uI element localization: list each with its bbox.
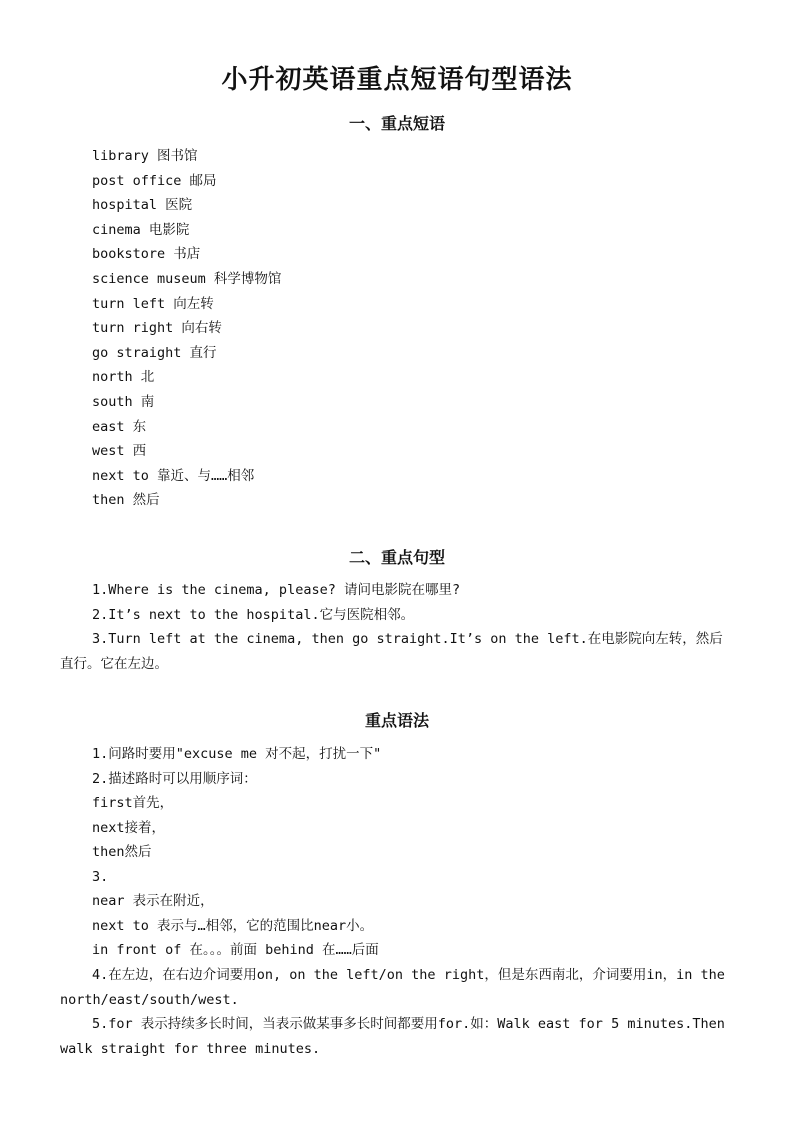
phrase-item: west 西 xyxy=(92,443,147,460)
phrase-item: library 图书馆 xyxy=(92,148,198,164)
grammar-subitem: next接着， xyxy=(92,820,166,836)
phrase-list xyxy=(92,144,281,513)
section-heading-grammar: 重点语法 xyxy=(364,711,429,730)
grammar-item: 4.在左边，在右边介词要用on, on the left/on the right，但是东西南北，介词要用in，in the north/east/south/west. xyxy=(60,967,725,1008)
phrase-item: south 南 xyxy=(92,393,155,410)
phrase-item: bookstore 书店 xyxy=(92,246,201,263)
section-heading-phrases: 一、重点短语 xyxy=(348,114,445,133)
phrase-item: turn left 向左转 xyxy=(92,295,214,312)
sentence-item: 1.Where is the cinema, please? 请问电影院在哪里? xyxy=(92,582,461,598)
phrase-item: east 东 xyxy=(92,418,147,435)
sentence-item: 3.Turn left at the cinema, then go straight.It’s on the left.在电影院向左转，然后直行。它在左边。 xyxy=(60,631,723,672)
grammar-subitem: next to 表示与…相邻，它的范围比near小。 xyxy=(92,918,374,934)
section-heading-sentences: 二、重点句型 xyxy=(348,548,445,567)
phrase-item: science museum 科学博物馆 xyxy=(92,270,282,287)
grammar-item: 5.for 表示持续多长时间，当表示做某事多长时间都要用for.如：Walk east for 5 minutes.Then walk straight for three minutes. xyxy=(60,1016,725,1057)
sentence-item: 2.It’s next to the hospital.它与医院相邻。 xyxy=(92,607,415,623)
phrase-item: north 北 xyxy=(92,369,155,386)
phrase-item: cinema 电影院 xyxy=(92,221,190,238)
grammar-item: 1.问路时要用"excuse me 对不起，打扰一下" xyxy=(92,746,382,762)
phrase-item: go straight 直行 xyxy=(92,344,217,361)
phrase-item: post office 邮局 xyxy=(92,172,217,189)
phrase-item: turn right 向右转 xyxy=(92,320,222,337)
grammar-subitem: near 表示在附近， xyxy=(92,893,214,909)
grammar-item: 2.描述路时可以用顺序词： xyxy=(92,771,257,787)
grammar-subitem: first首先， xyxy=(92,795,174,811)
grammar-item: 3. xyxy=(92,869,109,885)
phrase-item: hospital 医院 xyxy=(92,197,193,214)
phrase-item: then 然后 xyxy=(92,492,160,509)
grammar-subitem: in front of 在。。。前面 behind 在……后面 xyxy=(92,942,379,958)
document-title: 小升初英语重点短语句型语法 xyxy=(221,65,573,95)
grammar-subitem: then然后 xyxy=(92,844,152,860)
phrase-item: next to 靠近、与……相邻 xyxy=(92,467,255,484)
